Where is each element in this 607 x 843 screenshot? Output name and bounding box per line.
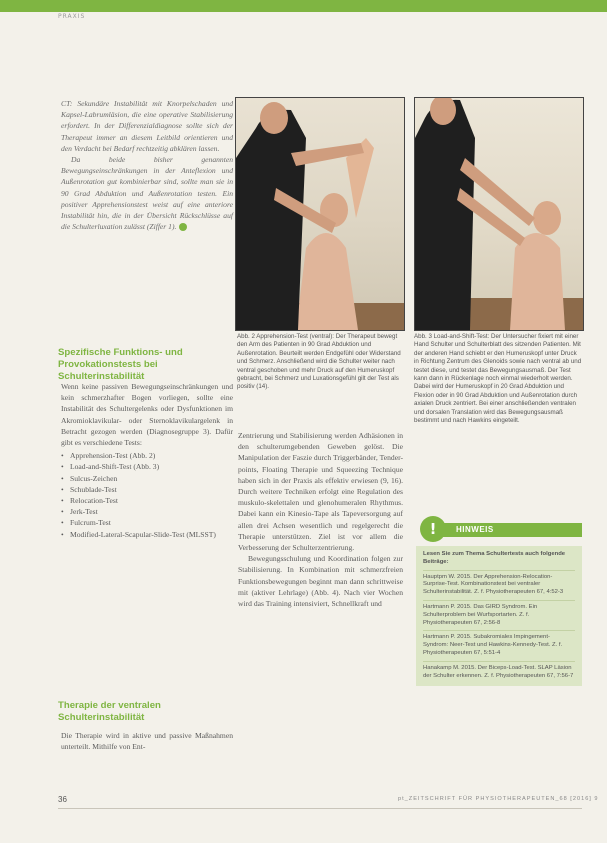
tests-text — [61, 381, 233, 540]
list-item: • Fulcrum-Test — [61, 517, 233, 528]
figure-2-caption: Abb. 2 Apprehension-Test (ventral): Der Therapeut bewegt den Arm des Patienten in 90 Grad Abduktion und Außenrotation. Beurteilt werden Endgefühl oder Widerstand und Schmerz. Anschließend wird die Schulter weiter nach ventral geschoben und mehr Druck auf den Humeruskopf gebracht, bei Schmerz und Luxationsgefühl gilt der Test als positiv (14). — [237, 333, 401, 391]
photo-illustration-1 — [236, 98, 404, 330]
section-heading-tests: Spezifische Funktions- und Provokationstests bei Schulterinstabilität — [58, 347, 183, 382]
apprehension-test-photo — [235, 97, 405, 331]
middle-column-text — [238, 430, 403, 609]
hinweis-header — [416, 520, 582, 540]
reference-item: Hauptpm W. 2015. Der Apprehension-Relocation-Surprise-Test. Kombinationstest bei ventraler Schulterinstabilität. Z. f. Physiotherapeuten 67, 4:52-3 — [423, 570, 575, 597]
top-accent-bar — [0, 0, 607, 12]
reference-dot-icon — [179, 223, 187, 231]
journal-footer: pt_ZEITSCHRIFT FÜR PHYSIOTHERAPEUTEN_68 [2016] 9 — [398, 796, 599, 802]
list-item: • Relocation-Test — [61, 495, 233, 506]
therapy-paragraph: Die Therapie wird in aktive und passive Maßnahmen unterteilt. Mithilfe von Ent- — [61, 731, 233, 752]
hinweis-title: HINWEIS — [456, 525, 494, 534]
middle-paragraph-1: Zentrierung und Stabilisierung werden Adhäsionen in den schulterumgebenden Geweben gelöst. Die Manipulation der Faszie durch Triggerbänder, Tender-points, Floating Therapie und Squeezing Technique haben sich in der Praxis als effektiv erwiesen (9, 16). Durch weitere Techniken erfolgt eine Regulation des muskulo-skelettalen und glenohumeralen Rhythmus. Dabei kann ein Kinesio-Tape als Tapeversorgung auf allen drei Achsen wesentlich und regelgerecht die Therapie unterstützen. Ziel ist vor allem die Verbesserung der Schulterzentrierung. — [238, 431, 403, 553]
reference-item: Hartmann P. 2015. Das GIRD Syndrom. Ein Schulterproblem bei Wurfsportarten. Z. f. Physiotherapeuten 67, 2:56-8 — [423, 600, 575, 627]
list-item: • Jerk-Test — [61, 506, 233, 517]
list-item: • Apprehension-Test (Abb. 2) — [61, 450, 233, 461]
tests-list — [61, 450, 233, 540]
hinweis-content — [416, 546, 582, 686]
list-item: • Load-and-Shift-Test (Abb. 3) — [61, 461, 233, 472]
page-number: 36 — [58, 795, 67, 804]
section-heading-therapy: Therapie der ventralen Schulterinstabilität — [58, 700, 161, 723]
reference-item: Hartmann P. 2015. Subakromiales Impingement-Syndrom: Neer-Test und Hawkins-Kennedy-Test. Z. f. Physiotherapeuten 67, 5:51-4 — [423, 630, 575, 657]
tests-paragraph: Wenn keine passiven Bewegungseinschränkungen und kein schmerzhafter Bogen vorliegen, sollte eine Instabilität des Schultergelenks oder Dysfunktionen im Akromioklavikular- oder Sternoklavikulargelenk in Betracht gezogen werden (Diagnosegruppe 3). Dafür gibt es verschiedene Tests: — [61, 382, 233, 448]
intro-text — [61, 98, 233, 232]
list-item: • Schublade-Test — [61, 484, 233, 495]
hinweis-box — [416, 520, 582, 686]
list-item: • Sulcus-Zeichen — [61, 473, 233, 484]
intro-paragraph-2-text: Da beide bisher genannten Bewegungseinschränkungen in der Anteflexion und Außenrotation gut kombinierbar sind, sollte man sie in 90 Grad Abduktion und Außenrotation testen. Ein positiver Apprehensionstest weist auf eine anteriore Instabilität hin, die in der Übersicht Rückschlüsse auf die Schulterluxation zulässt (Ziffer 1). — [61, 155, 233, 232]
middle-paragraph-2: Bewegungsschulung und Koordination folgen zur Stabilisierung. In Kombination mit schmerzfreien Funktionsbewegungen beginnt man dann schrittweise mit (aktiver Lehrlage) (Abb. 4). Nach vier Wochen wird das Training intensiviert, Schnellkraft und — [238, 554, 403, 609]
exclamation-icon: ! — [420, 516, 446, 542]
list-item: • Modified-Lateral-Scapular-Slide-Test (MLSST) — [61, 529, 233, 540]
footer-divider — [58, 808, 582, 809]
intro-paragraph-2 — [61, 154, 233, 232]
therapy-text — [61, 730, 233, 752]
load-and-shift-test-photo — [414, 97, 584, 331]
intro-paragraph-1: CT: Sekundäre Instabilität mit Knorpelschaden und Kapsel-Labrumläsion, die eine operative Stabilisierung erfordert. In der Differenzialdiagnose sollte sich der Therapeut immer an diesem Leitbild orientieren und den Verdacht bei Bedarf rechtzeitig abklären lassen. — [61, 99, 233, 153]
hinweis-lead: Lesen Sie zum Thema Schultertests auch folgende Beiträge: — [423, 551, 566, 565]
section-tag: PRAXIS — [58, 13, 86, 20]
photo-illustration-2 — [415, 98, 583, 330]
figure-3-caption: Abb. 3 Load-and-Shift-Test: Der Untersucher fixiert mit einer Hand Schulter und Schulterblatt des sitzenden Patienten. Mit der anderen Hand schiebt er den Humeruskopf unter Druck in Richtung Zentrum des Glenoids sowie nach ventral ab und testet diese, und testet das Bewegungsausmaß. Der Test kann dann in Rückenlage noch einmal wiederholt werden. Dabei wird der Humeruskopf in 20 Grad Abduktion und Flexion oder in 90 Grad Abduktion und Außenrotation durch axialen Druck zentriert. Bei einer anschließenden ventralen und dorsalen Translation wird das Bewegungsausmaß bestimmt und nach Hawkins eingeteilt. — [414, 333, 582, 425]
reference-item: Hanakamp M. 2015. Der Biceps-Load-Test. SLAP Läsion der Schulter erkennen. Z. f. Physiotherapeuten 67, 7:56-7 — [423, 661, 575, 681]
